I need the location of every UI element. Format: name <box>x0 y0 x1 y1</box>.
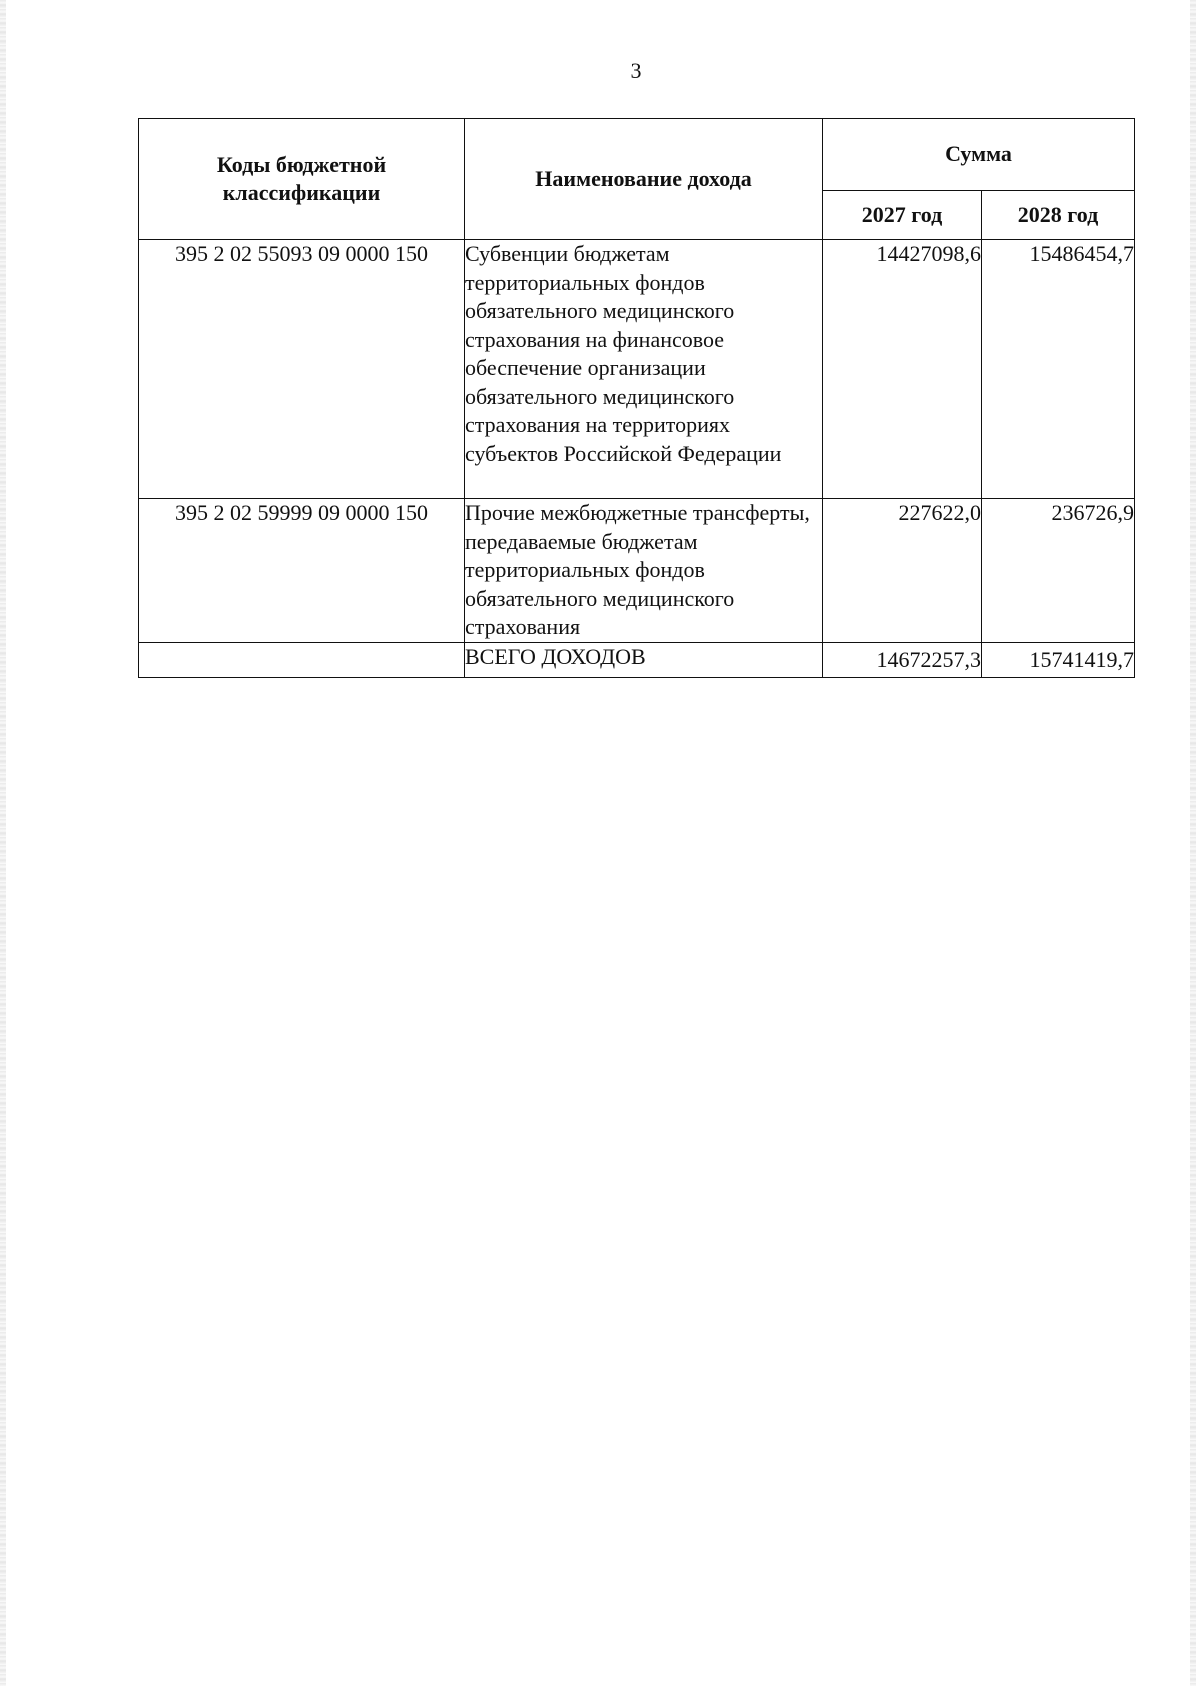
header-sum: Сумма <box>823 119 1135 191</box>
header-year-2027: 2027 год <box>823 191 982 240</box>
total-code-cell <box>139 642 465 677</box>
scan-edge-right <box>1190 0 1196 1686</box>
page-number: 3 <box>630 58 642 83</box>
total-label-cell: ВСЕГО ДОХОДОВ <box>465 642 823 677</box>
total-2028-cell: 15741419,7 <box>982 642 1135 677</box>
budget-code-cell: 395 2 02 59999 09 0000 150 <box>139 499 465 643</box>
scan-edge-left <box>0 0 6 1686</box>
budget-code-cell: 395 2 02 55093 09 0000 150 <box>139 240 465 499</box>
total-2027-cell: 14672257,3 <box>823 642 982 677</box>
table-header-row <box>139 119 1135 191</box>
revenue-name-cell: Субвенции бюджетам территориальных фондов обязательного медицинского страхования на финансовое обеспечение организации обязательного медицинского страхования на территориях субъектов Российской Федерации <box>465 240 823 499</box>
header-revenue-name: Наименование дохода <box>465 119 823 240</box>
header-year-2028: 2028 год <box>982 191 1135 240</box>
revenue-name-cell: Прочие межбюджетные трансферты, передаваемые бюджетам территориальных фондов обязательного медицинского страхования <box>465 499 823 643</box>
revenue-table <box>138 118 1135 678</box>
table-total-row <box>139 642 1135 677</box>
amount-2027-cell: 14427098,6 <box>823 240 982 499</box>
amount-2028-cell: 236726,9 <box>982 499 1135 643</box>
amount-2028-cell: 15486454,7 <box>982 240 1135 499</box>
table-row <box>139 240 1135 499</box>
table-row <box>139 499 1135 643</box>
amount-2027-cell: 227622,0 <box>823 499 982 643</box>
header-budget-codes: Коды бюджетной классификации <box>139 119 465 240</box>
